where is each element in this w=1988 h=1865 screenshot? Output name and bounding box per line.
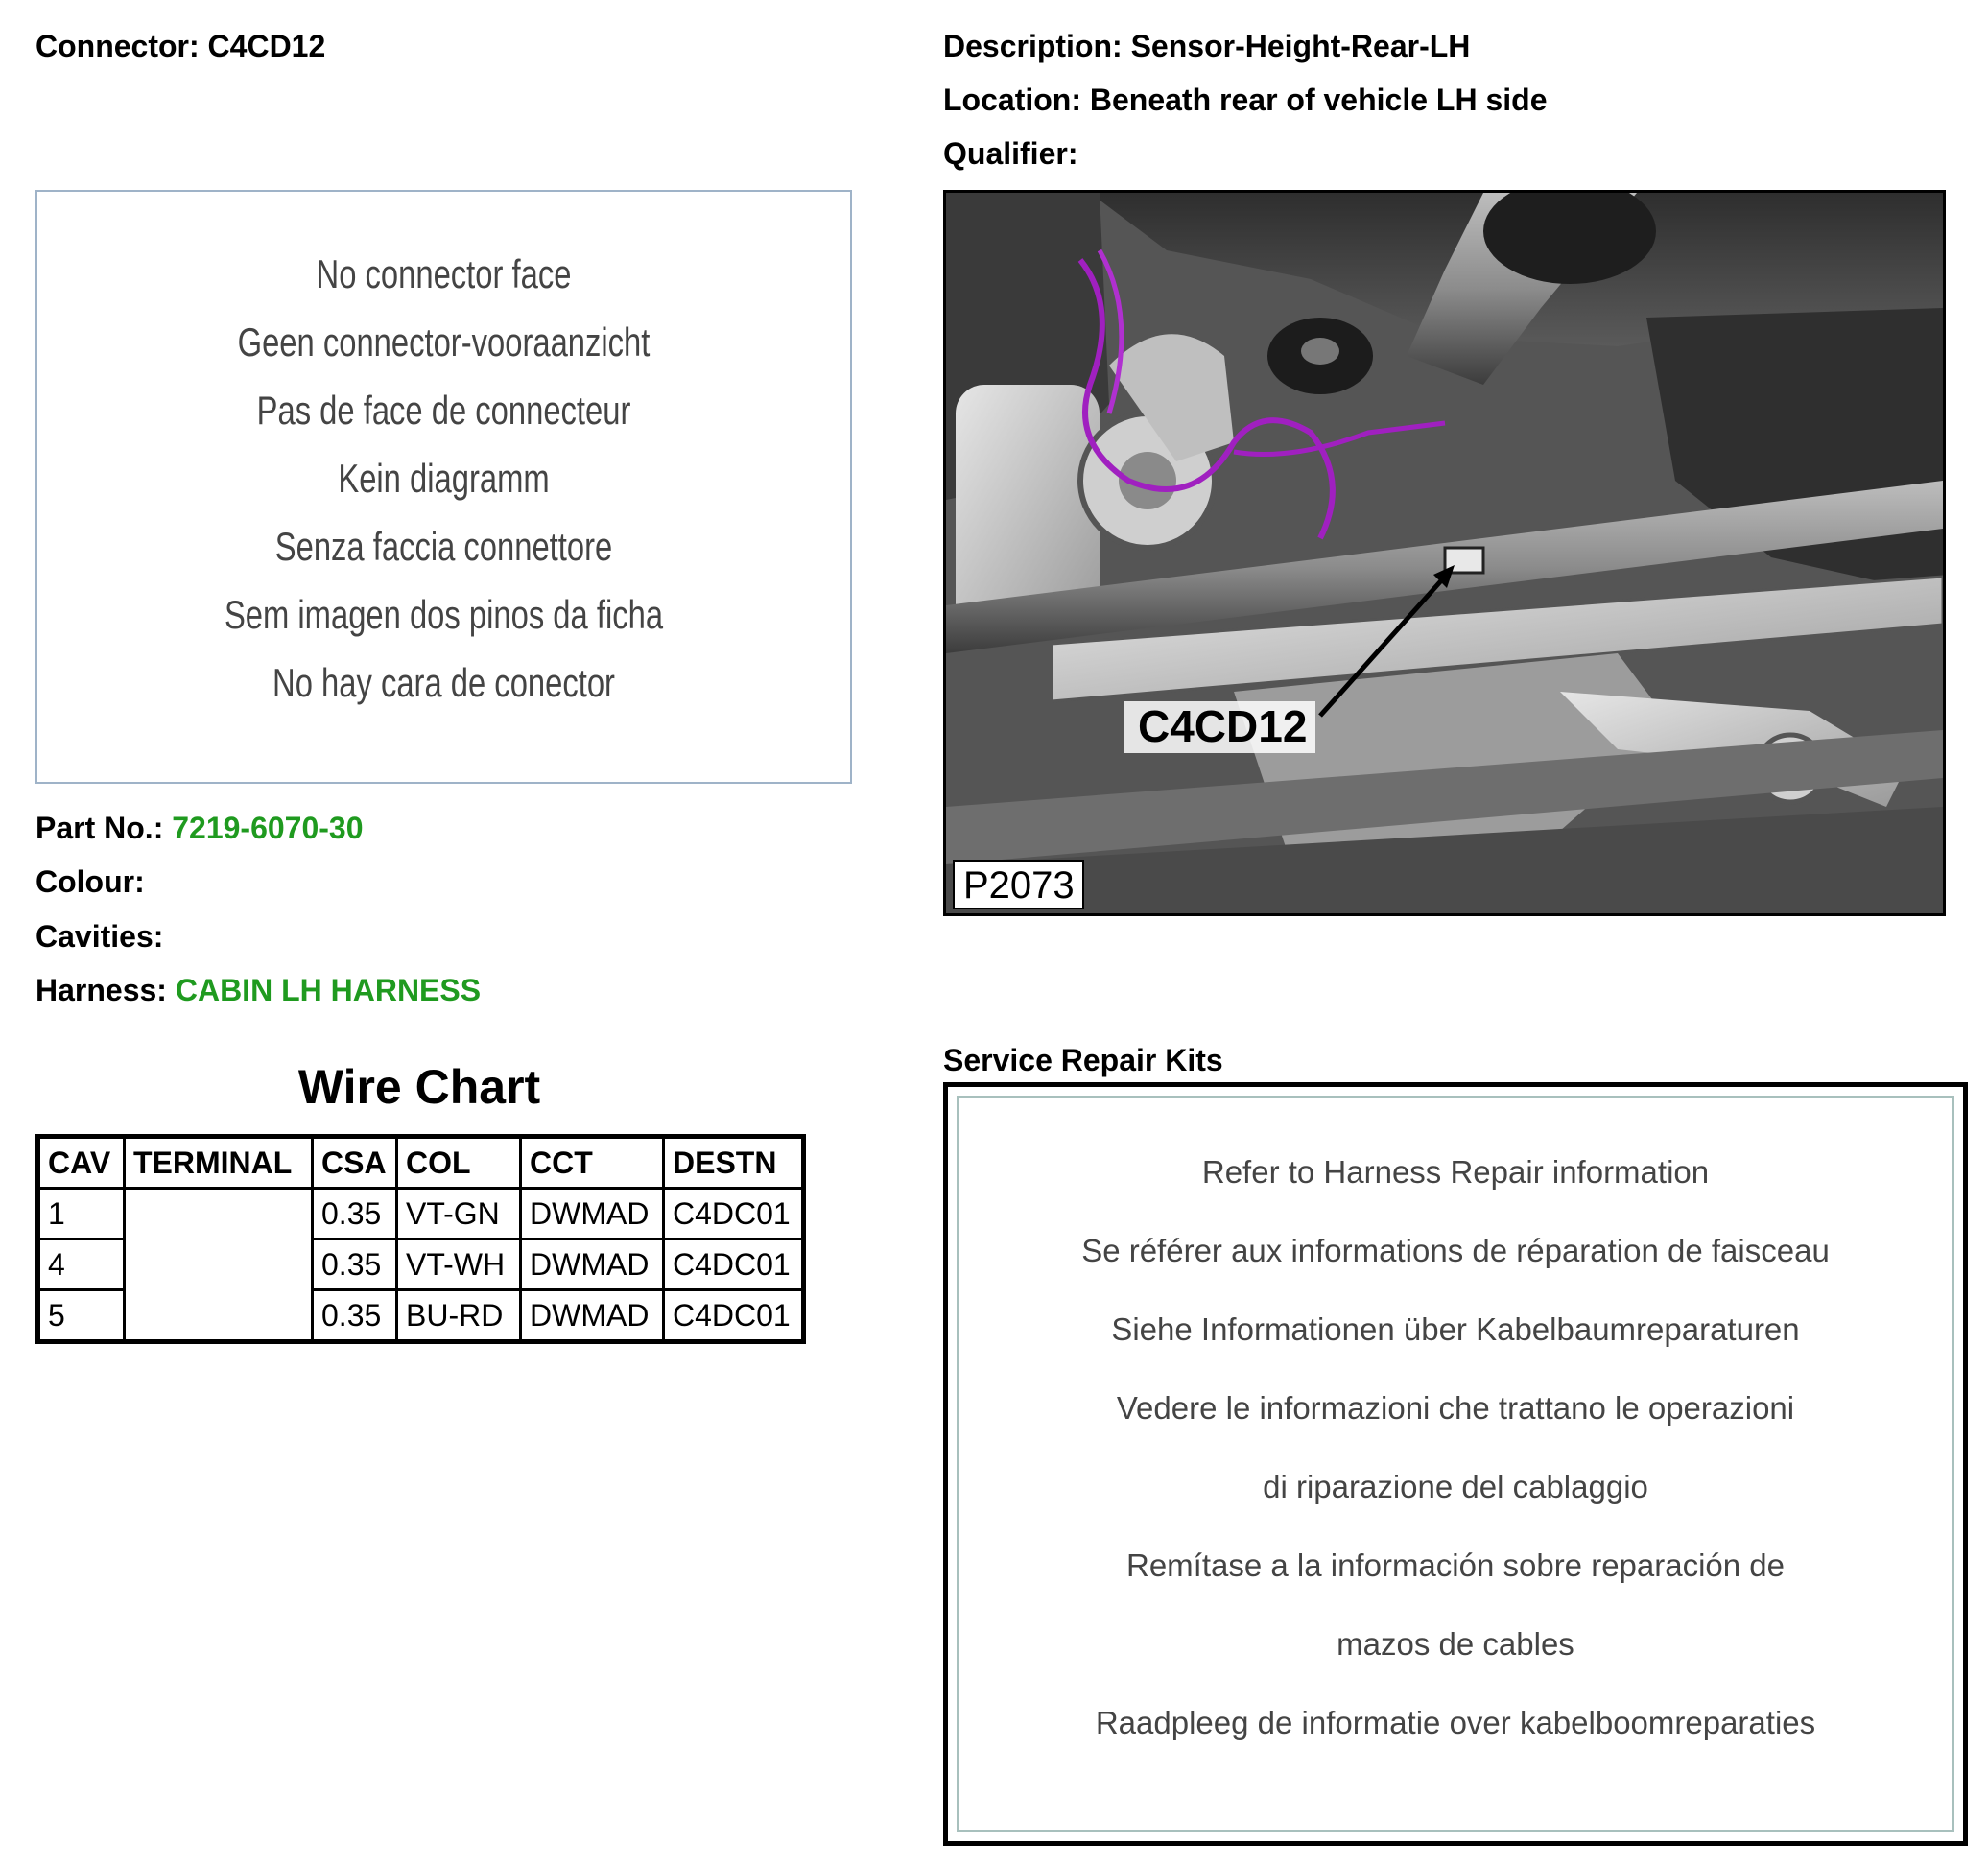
cell-col: VT-GN: [397, 1189, 521, 1239]
header-csa: CSA: [313, 1137, 397, 1189]
cell-cct: DWMAD: [521, 1239, 664, 1290]
cavities-label: Cavities:: [36, 919, 164, 954]
description-label: Description:: [943, 29, 1123, 63]
table-row: [38, 1189, 804, 1239]
header-cct: CCT: [521, 1137, 664, 1189]
connector-value: C4CD12: [207, 29, 326, 63]
cavities-field: [36, 917, 163, 956]
connector-label: Connector:: [36, 29, 200, 63]
repair-info-line: Remítase a la información sobre reparación de: [1125, 1547, 1786, 1583]
no-connector-face-line: Sem imagen dos pinos da ficha: [224, 592, 664, 637]
repair-info-line: Raadpleeg de informatie over kabelboomreparaties: [1095, 1705, 1816, 1740]
no-connector-face-line: Senza faccia connettore: [274, 524, 613, 569]
location-label: Location:: [943, 83, 1081, 117]
colour-label: Colour:: [36, 864, 145, 899]
description-field: [943, 27, 1470, 65]
photo-callout-label: C4CD12: [1138, 701, 1308, 751]
location-photo-illustration: [946, 193, 1943, 913]
header-destn: DESTN: [664, 1137, 804, 1189]
header-cav: CAV: [38, 1137, 125, 1189]
wire-chart-title: Wire Chart: [297, 1060, 541, 1114]
photo-reference-label: P2073: [963, 864, 1075, 907]
qualifier-label: Qualifier:: [943, 136, 1078, 171]
cell-csa: 0.35: [313, 1189, 397, 1239]
service-repair-kits-title: Service Repair Kits: [943, 1043, 1223, 1077]
location-photo: [943, 190, 1946, 916]
location-field: [943, 81, 1547, 119]
repair-info-line: Refer to Harness Repair information: [1201, 1154, 1710, 1190]
repair-info-line: mazos de cables: [1337, 1626, 1574, 1662]
part-no-link[interactable]: 7219-6070-30: [172, 811, 364, 845]
cell-col: BU-RD: [397, 1290, 521, 1342]
repair-info-line: Vedere le informazioni che trattano le operazioni: [1116, 1390, 1795, 1426]
location-value: Beneath rear of vehicle LH side: [1089, 83, 1548, 117]
wire-chart-table: [36, 1134, 806, 1344]
cell-cct: DWMAD: [521, 1290, 664, 1342]
part-no-label: Part No.:: [36, 811, 164, 845]
repair-info-line: Siehe Informationen über Kabelbaumreparaturen: [1111, 1311, 1800, 1347]
cell-cav: 1: [38, 1189, 125, 1239]
qualifier-field: [943, 134, 1077, 173]
repair-info-line: Se référer aux informations de réparation de faisceau: [1081, 1233, 1830, 1268]
cell-csa: 0.35: [313, 1290, 397, 1342]
part-no-field: [36, 809, 364, 847]
header-terminal: TERMINAL: [125, 1137, 313, 1189]
no-connector-face-list: [37, 240, 850, 717]
cell-col: VT-WH: [397, 1239, 521, 1290]
repair-info-line: di riparazione del cablaggio: [1263, 1469, 1648, 1504]
service-repair-kits-panel: [943, 1082, 1968, 1846]
no-connector-face-line: Pas de face de connecteur: [256, 388, 631, 433]
colour-field: [36, 862, 145, 901]
no-connector-face-line: No hay cara de conector: [272, 660, 615, 705]
header-col: COL: [397, 1137, 521, 1189]
cell-csa: 0.35: [313, 1239, 397, 1290]
no-connector-face-line: Geen connector-vooraanzicht: [237, 319, 651, 365]
cell-destn: C4DC01: [664, 1239, 804, 1290]
connector-field: [36, 27, 325, 65]
cell-cct: DWMAD: [521, 1189, 664, 1239]
cell-cav: 4: [38, 1239, 125, 1290]
no-connector-face-line: Kein diagramm: [338, 456, 550, 501]
cell-terminal: [125, 1189, 313, 1342]
description-value: Sensor-Height-Rear-LH: [1130, 29, 1471, 63]
cell-destn: C4DC01: [664, 1290, 804, 1342]
harness-label: Harness:: [36, 973, 167, 1007]
service-repair-kits-list: [959, 1133, 1952, 1762]
no-connector-face-panel: [36, 190, 852, 784]
service-repair-kits-inner: [957, 1096, 1954, 1832]
wire-chart-header-row: [38, 1137, 804, 1189]
harness-field: [36, 971, 481, 1009]
cell-destn: C4DC01: [664, 1189, 804, 1239]
harness-link[interactable]: CABIN LH HARNESS: [175, 973, 482, 1007]
no-connector-face-line: No connector face: [316, 251, 572, 296]
cell-cav: 5: [38, 1290, 125, 1342]
